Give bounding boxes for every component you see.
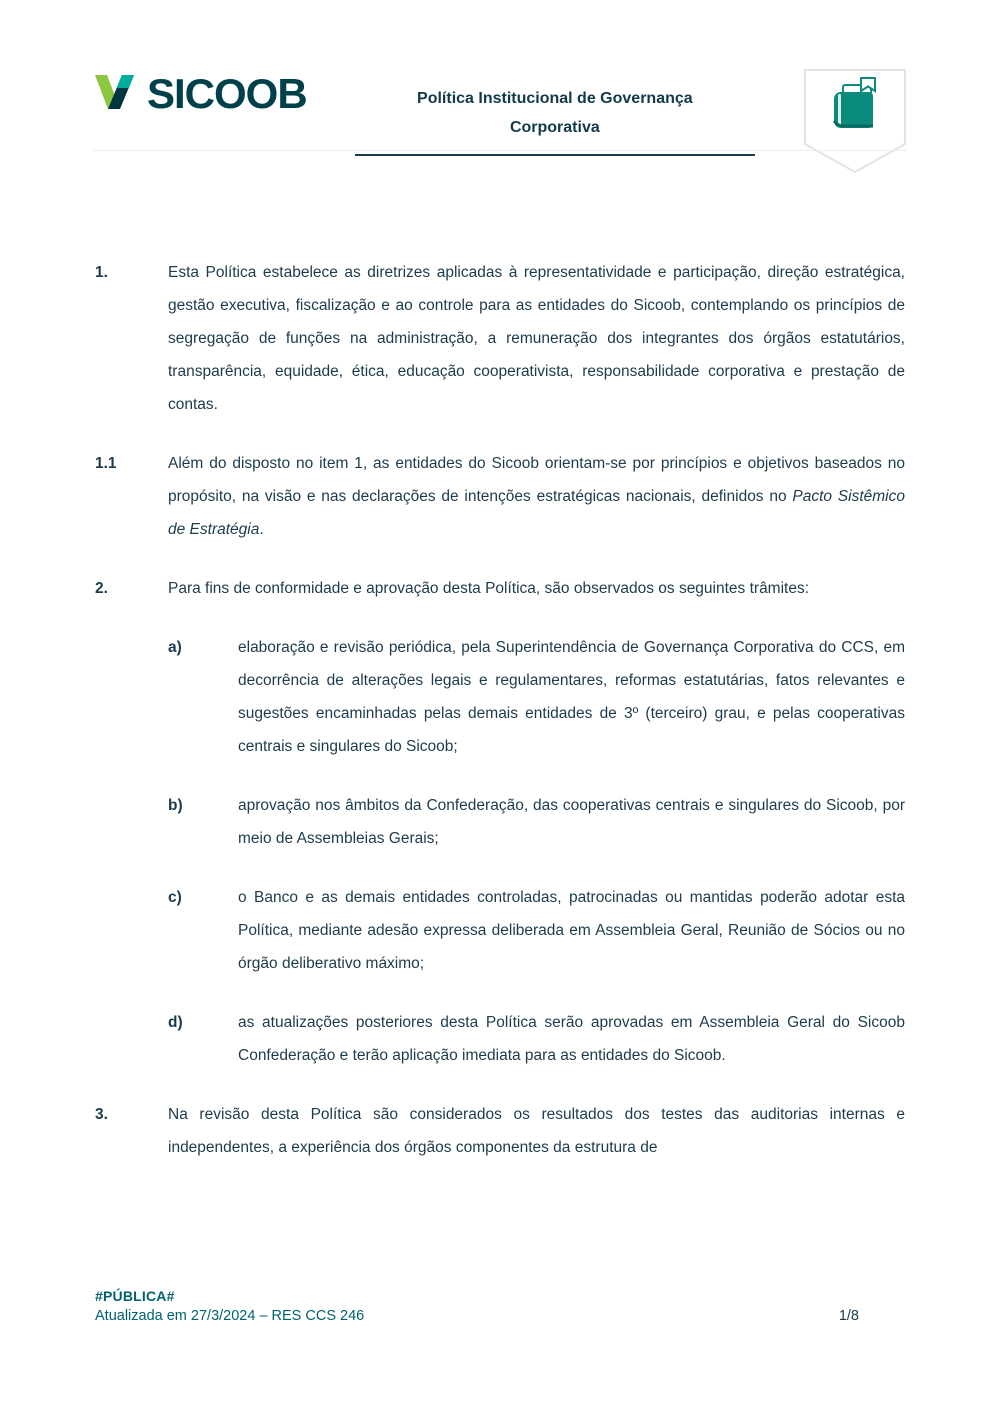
paragraph-text: o Banco e as demais entidades controladas, patrocinadas ou mantidas poderão adotar esta Política, mediante adesão expressa deliberada em Assembleia Geral, Reunião de Sócios ou no órgão deliberativo máximo; — [238, 889, 905, 972]
book-icon — [803, 68, 907, 174]
numbered-paragraph-1-1 — [95, 447, 905, 546]
document-title-line2: Corporativa — [509, 119, 600, 136]
document-body — [95, 256, 905, 1190]
numbered-paragraph-3 — [95, 1098, 905, 1164]
sicoob-logo — [93, 70, 307, 118]
paragraph-text: Esta Política estabelece as diretrizes aplicadas à representatividade e participação, direção estratégica, gestão executiva, fiscalização e ao controle para as entidades do Sicoob, contemplando os princípios de segregação de funções na administração, a remuneração dos integrantes dos órgãos estatutários, transparência, equidade, ética, educação cooperativista, responsabilidade corporativa e prestação de contas. — [168, 264, 905, 413]
numbered-paragraph-2 — [95, 572, 905, 605]
lettered-item-c — [168, 881, 905, 980]
classification-label: #PÚBLICA# — [95, 1288, 175, 1304]
updated-date-label: Atualizada em 27/3/2024 – RES CCS 246 — [95, 1308, 365, 1324]
list-item-marker: b) — [168, 797, 183, 814]
document-title-line1: Política Institucional de Governança — [417, 90, 693, 107]
page-header — [93, 62, 907, 179]
list-item-marker: 3. — [95, 1106, 108, 1123]
list-item-marker: 1. — [95, 264, 108, 281]
page-number: 1/8 — [838, 1308, 859, 1324]
numbered-paragraph-1 — [95, 256, 905, 421]
list-item-marker: a) — [168, 639, 182, 656]
lettered-item-b — [168, 789, 905, 855]
list-item-marker: c) — [168, 889, 182, 906]
list-item-marker: d) — [168, 1014, 183, 1031]
lettered-item-d — [168, 1006, 905, 1072]
paragraph-text-after: . — [259, 521, 264, 538]
list-item-marker: 1.1 — [95, 455, 117, 472]
paragraph-text: Para fins de conformidade e aprovação desta Política, são observados os seguintes trâmites: — [168, 580, 810, 597]
paragraph-text: Na revisão desta Política são considerados os resultados dos testes das auditorias internas e independentes, a experiência dos órgãos componentes da estrutura de — [168, 1106, 905, 1156]
paragraph-text — [168, 447, 905, 546]
paragraph-text: elaboração e revisão periódica, pela Superintendência de Governança Corporativa do CCS, em decorrência de alterações legais e regulamentares, reformas estatutárias, fatos relevantes e sugestões encaminhadas pelas demais entidades de 3º (terceiro) grau, e pelas cooperativas centrais e singulares do Sicoob; — [238, 639, 905, 755]
sicoob-logo-wordmark: SICOOB — [147, 70, 307, 117]
paragraph-text-before: Além do disposto no item 1, as entidades do Sicoob orientam-se por princípios e objetivos baseados no propósito, na visão e nas declarações de intenções estratégicas nacionais, definidos no — [168, 455, 905, 505]
governance-badge — [803, 68, 907, 179]
paragraph-italic-term: Pacto Sistêmico de Estratégia — [168, 488, 905, 538]
paragraph-text: aprovação nos âmbitos da Confederação, das cooperativas centrais e singulares do Sicoob, por meio de Assembleias Gerais; — [238, 797, 905, 847]
lettered-item-a — [168, 631, 905, 763]
list-item-marker: 2. — [95, 580, 108, 597]
sicoob-logo-icon — [93, 71, 139, 118]
header-divider — [93, 150, 907, 151]
document-title — [355, 84, 755, 156]
paragraph-text: as atualizações posteriores desta Política serão aprovadas em Assembleia Geral do Sicoob Confederação e terão aplicação imediata para as entidades do Sicoob. — [238, 1014, 905, 1064]
page-footer — [95, 1288, 905, 1324]
